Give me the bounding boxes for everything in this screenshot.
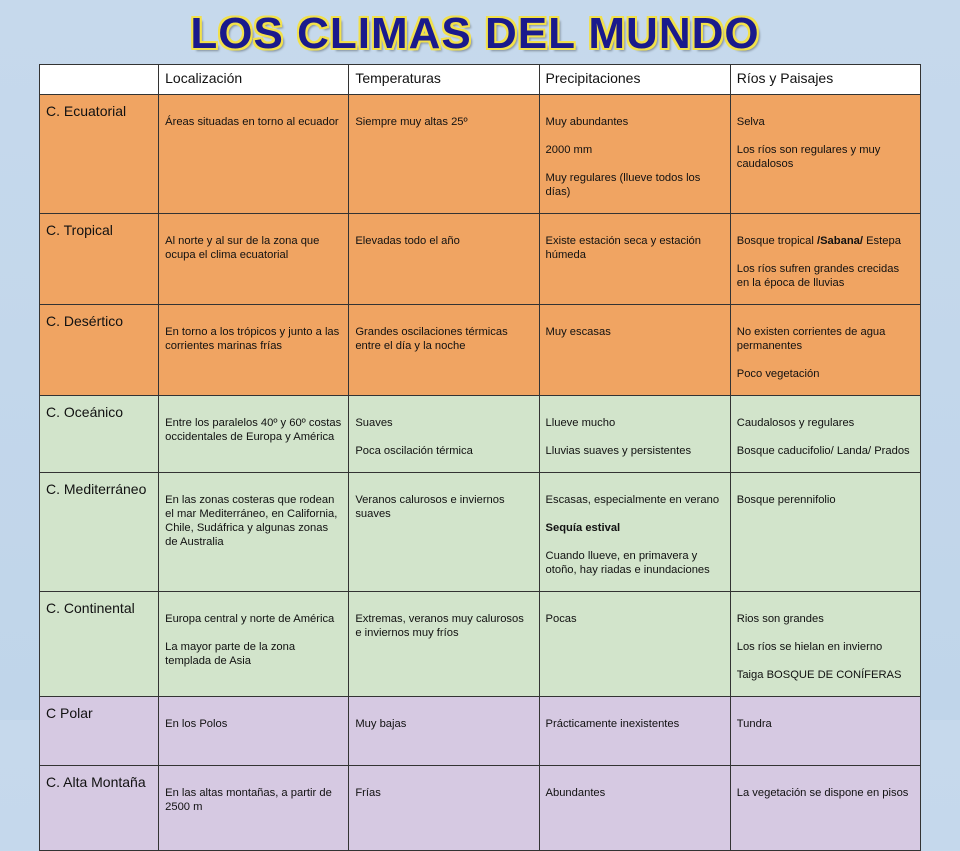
climate-name: C Polar [40,697,159,766]
temperaturas-cell: Veranos calurosos e inviernos suaves [349,473,539,592]
temperaturas-cell: Muy bajas [349,697,539,766]
climates-table [39,64,921,851]
header-temperaturas: Temperaturas [349,65,539,95]
precipitaciones-cell: Pocas [539,592,730,697]
header-corner [40,65,159,95]
climate-name: C. Alta Montaña [40,766,159,851]
precipitaciones-cell: Muy abundantes 2000 mm Muy regulares (llueve todos los días) [539,95,730,214]
localizacion-cell: Europa central y norte de América La mayor parte de la zona templada de Asia [159,592,349,697]
localizacion-cell: En las zonas costeras que rodean el mar Mediterráneo, en California, Chile, Sudáfrica y algunas zonas de Australia [159,473,349,592]
climate-name: C. Tropical [40,214,159,305]
climate-name: C. Desértico [40,305,159,396]
temperaturas-cell: Grandes oscilaciones térmicas entre el día y la noche [349,305,539,396]
rios-paisajes-cell: Tundra [730,697,920,766]
table-row [40,396,921,473]
localizacion-cell: Entre los paralelos 40º y 60º costas occidentales de Europa y América [159,396,349,473]
rios-paisajes-cell: Selva Los ríos son regulares y muy caudalosos [730,95,920,214]
localizacion-cell: En las altas montañas, a partir de 2500 m [159,766,349,851]
rios-paisajes-cell: Bosque tropical /Sabana/ Estepa Los ríos sufren grandes crecidas en la época de lluvias [730,214,920,305]
table-row [40,95,921,214]
rios-paisajes-cell: Caudalosos y regulares Bosque caducifolio/ Landa/ Prados [730,396,920,473]
rios-paisajes-cell: La vegetación se dispone en pisos [730,766,920,851]
table-row [40,214,921,305]
table-row [40,766,921,851]
localizacion-cell: Áreas situadas en torno al ecuador [159,95,349,214]
table-row [40,473,921,592]
precipitaciones-cell: Escasas, especialmente en verano Sequía estival Cuando llueve, en primavera y otoño, hay riadas e inundaciones [539,473,730,592]
temperaturas-cell: Suaves Poca oscilación térmica [349,396,539,473]
rios-paisajes-cell: Rios son grandes Los ríos se hielan en invierno Taiga BOSQUE DE CONÍFERAS [730,592,920,697]
temperaturas-cell: Elevadas todo el año [349,214,539,305]
precipitaciones-cell: Llueve mucho Lluvias suaves y persistentes [539,396,730,473]
climate-name: C. Mediterráneo [40,473,159,592]
temperaturas-cell: Extremas, veranos muy calurosos e inviernos muy fríos [349,592,539,697]
precipitaciones-cell: Muy escasas [539,305,730,396]
table-row [40,592,921,697]
localizacion-cell: Al norte y al sur de la zona que ocupa el clima ecuatorial [159,214,349,305]
header-precipitaciones: Precipitaciones [539,65,730,95]
localizacion-cell: En torno a los trópicos y junto a las corrientes marinas frías [159,305,349,396]
table-row [40,305,921,396]
header-rios-paisajes: Ríos y Paisajes [730,65,920,95]
page-title: LOS CLIMAS DEL MUNDO [190,9,760,58]
climate-name: C. Oceánico [40,396,159,473]
rios-paisajes-cell: Bosque perennifolio [730,473,920,592]
precipitaciones-cell: Prácticamente inexistentes [539,697,730,766]
climate-name: C. Continental [40,592,159,697]
precipitaciones-cell: Abundantes [539,766,730,851]
precipitaciones-cell: Existe estación seca y estación húmeda [539,214,730,305]
table-row [40,697,921,766]
localizacion-cell: En los Polos [159,697,349,766]
temperaturas-cell: Siempre muy altas 25º [349,95,539,214]
header-localizacion: Localización [159,65,349,95]
climate-name: C. Ecuatorial [40,95,159,214]
table-header-row [40,65,921,95]
temperaturas-cell: Frías [349,766,539,851]
rios-paisajes-cell: No existen corrientes de agua permanentes Poco vegetación [730,305,920,396]
